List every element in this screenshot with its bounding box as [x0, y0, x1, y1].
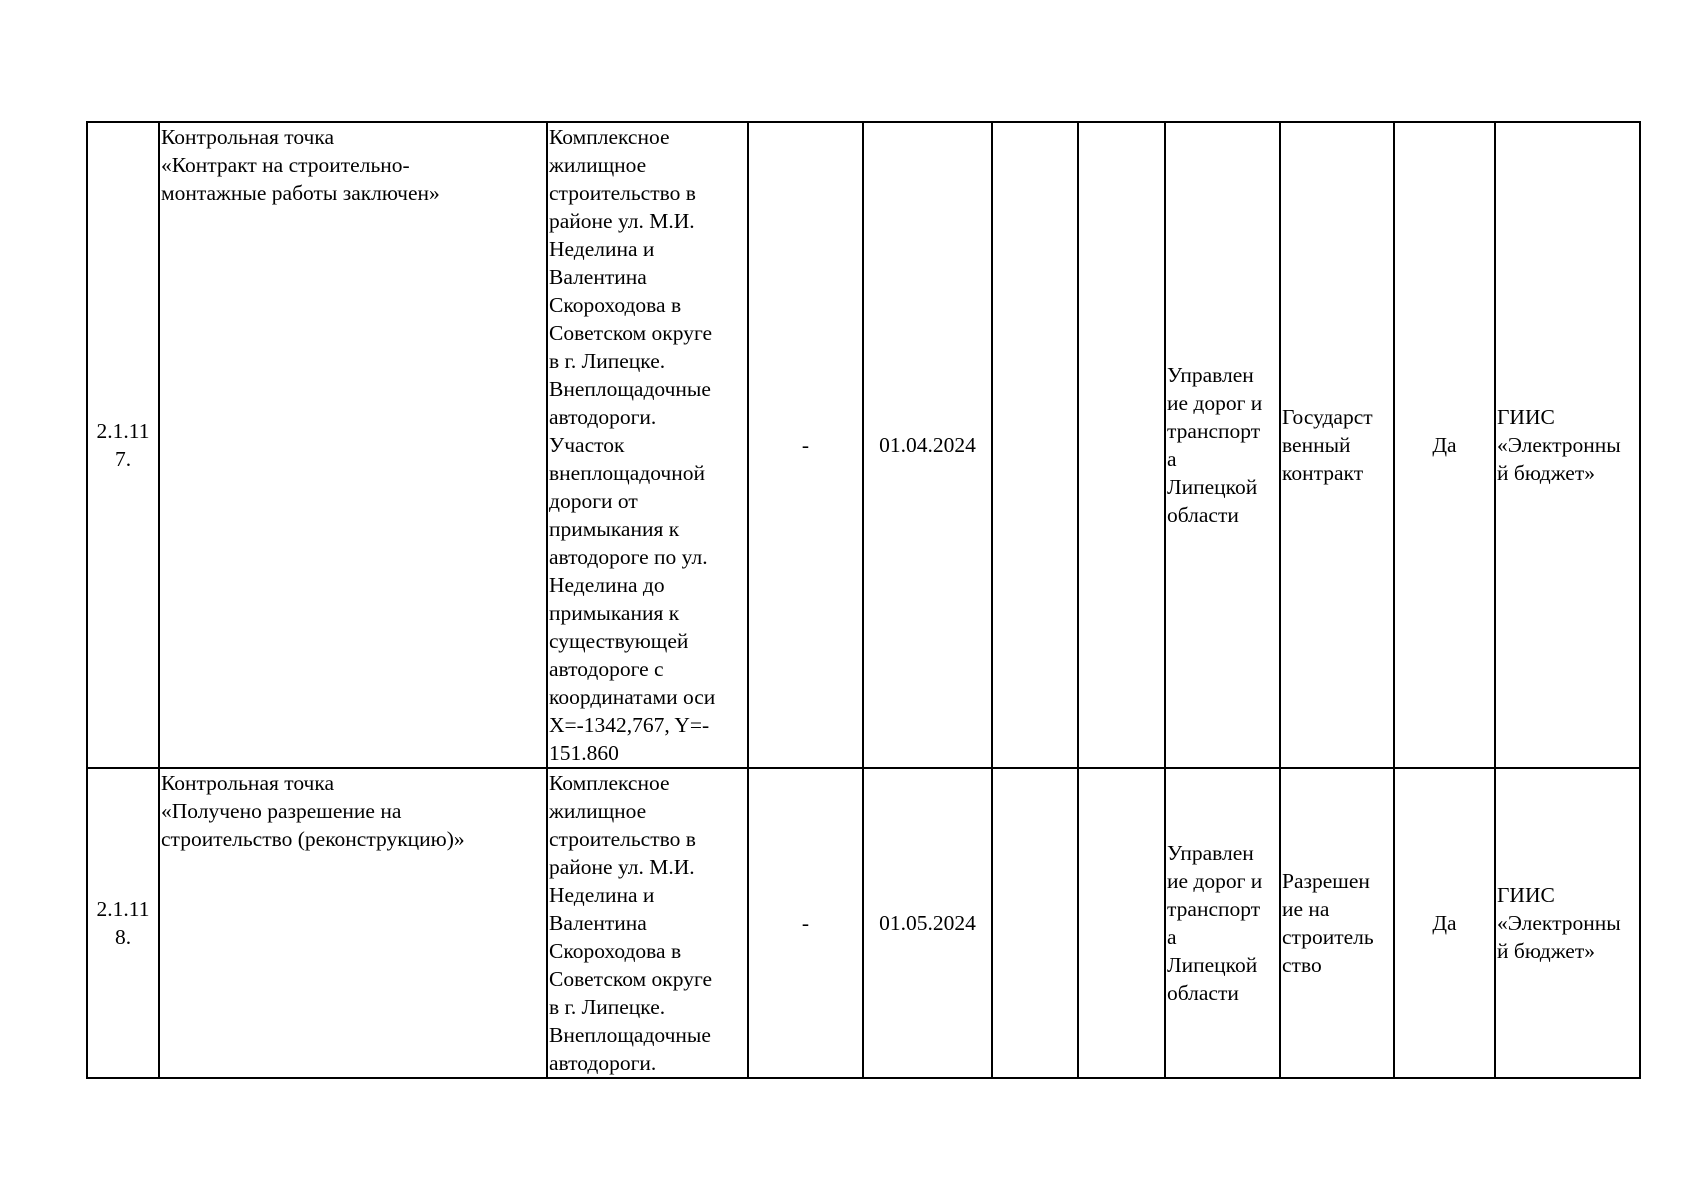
- control-point-name-cell: Контрольная точка «Контракт на строительно- монтажные работы заключен»: [159, 122, 547, 768]
- information-system-cell: ГИИС «Электронны й бюджет»: [1495, 768, 1640, 1078]
- flag-cell: Да: [1394, 122, 1495, 768]
- control-point-name-cell: Контрольная точка «Получено разрешение на строительство (реконструкцию)»: [159, 768, 547, 1078]
- table-row: [87, 122, 1640, 768]
- start-date-cell: -: [748, 768, 863, 1078]
- start-date-cell: -: [748, 122, 863, 768]
- flag-cell: Да: [1394, 768, 1495, 1078]
- empty-cell: [1078, 768, 1165, 1078]
- document-type-cell: Государст венный контракт: [1280, 122, 1394, 768]
- empty-cell: [1078, 122, 1165, 768]
- empty-cell: [992, 122, 1078, 768]
- row-number-cell: 2.1.11 7.: [87, 122, 159, 768]
- row-number-cell: 2.1.11 8.: [87, 768, 159, 1078]
- responsible-cell: Управлен ие дорог и транспорт а Липецкой области: [1165, 122, 1280, 768]
- information-system-cell: ГИИС «Электронны й бюджет»: [1495, 122, 1640, 768]
- responsible-cell: Управлен ие дорог и транспорт а Липецкой области: [1165, 768, 1280, 1078]
- end-date-cell: 01.05.2024: [863, 768, 992, 1078]
- object-description-cell: Комплексное жилищное строительство в районе ул. М.И. Неделина и Валентина Скороходова в Советском округе в г. Липецке. Внеплощадочные автодороги.: [547, 768, 748, 1078]
- empty-cell: [992, 768, 1078, 1078]
- object-description-cell: Комплексное жилищное строительство в районе ул. М.И. Неделина и Валентина Скороходова в Советском округе в г. Липецке. Внеплощадочные автодороги. Участок внеплощадочной дороги от примыкания к автодороге по ул. Неделина до примыкания к существующей автодороге с координатами оси X=-1342,767, Y=- 151.860: [547, 122, 748, 768]
- control-points-table: [86, 121, 1641, 1079]
- document-type-cell: Разрешен ие на строитель ство: [1280, 768, 1394, 1078]
- end-date-cell: 01.04.2024: [863, 122, 992, 768]
- table-row: [87, 768, 1640, 1078]
